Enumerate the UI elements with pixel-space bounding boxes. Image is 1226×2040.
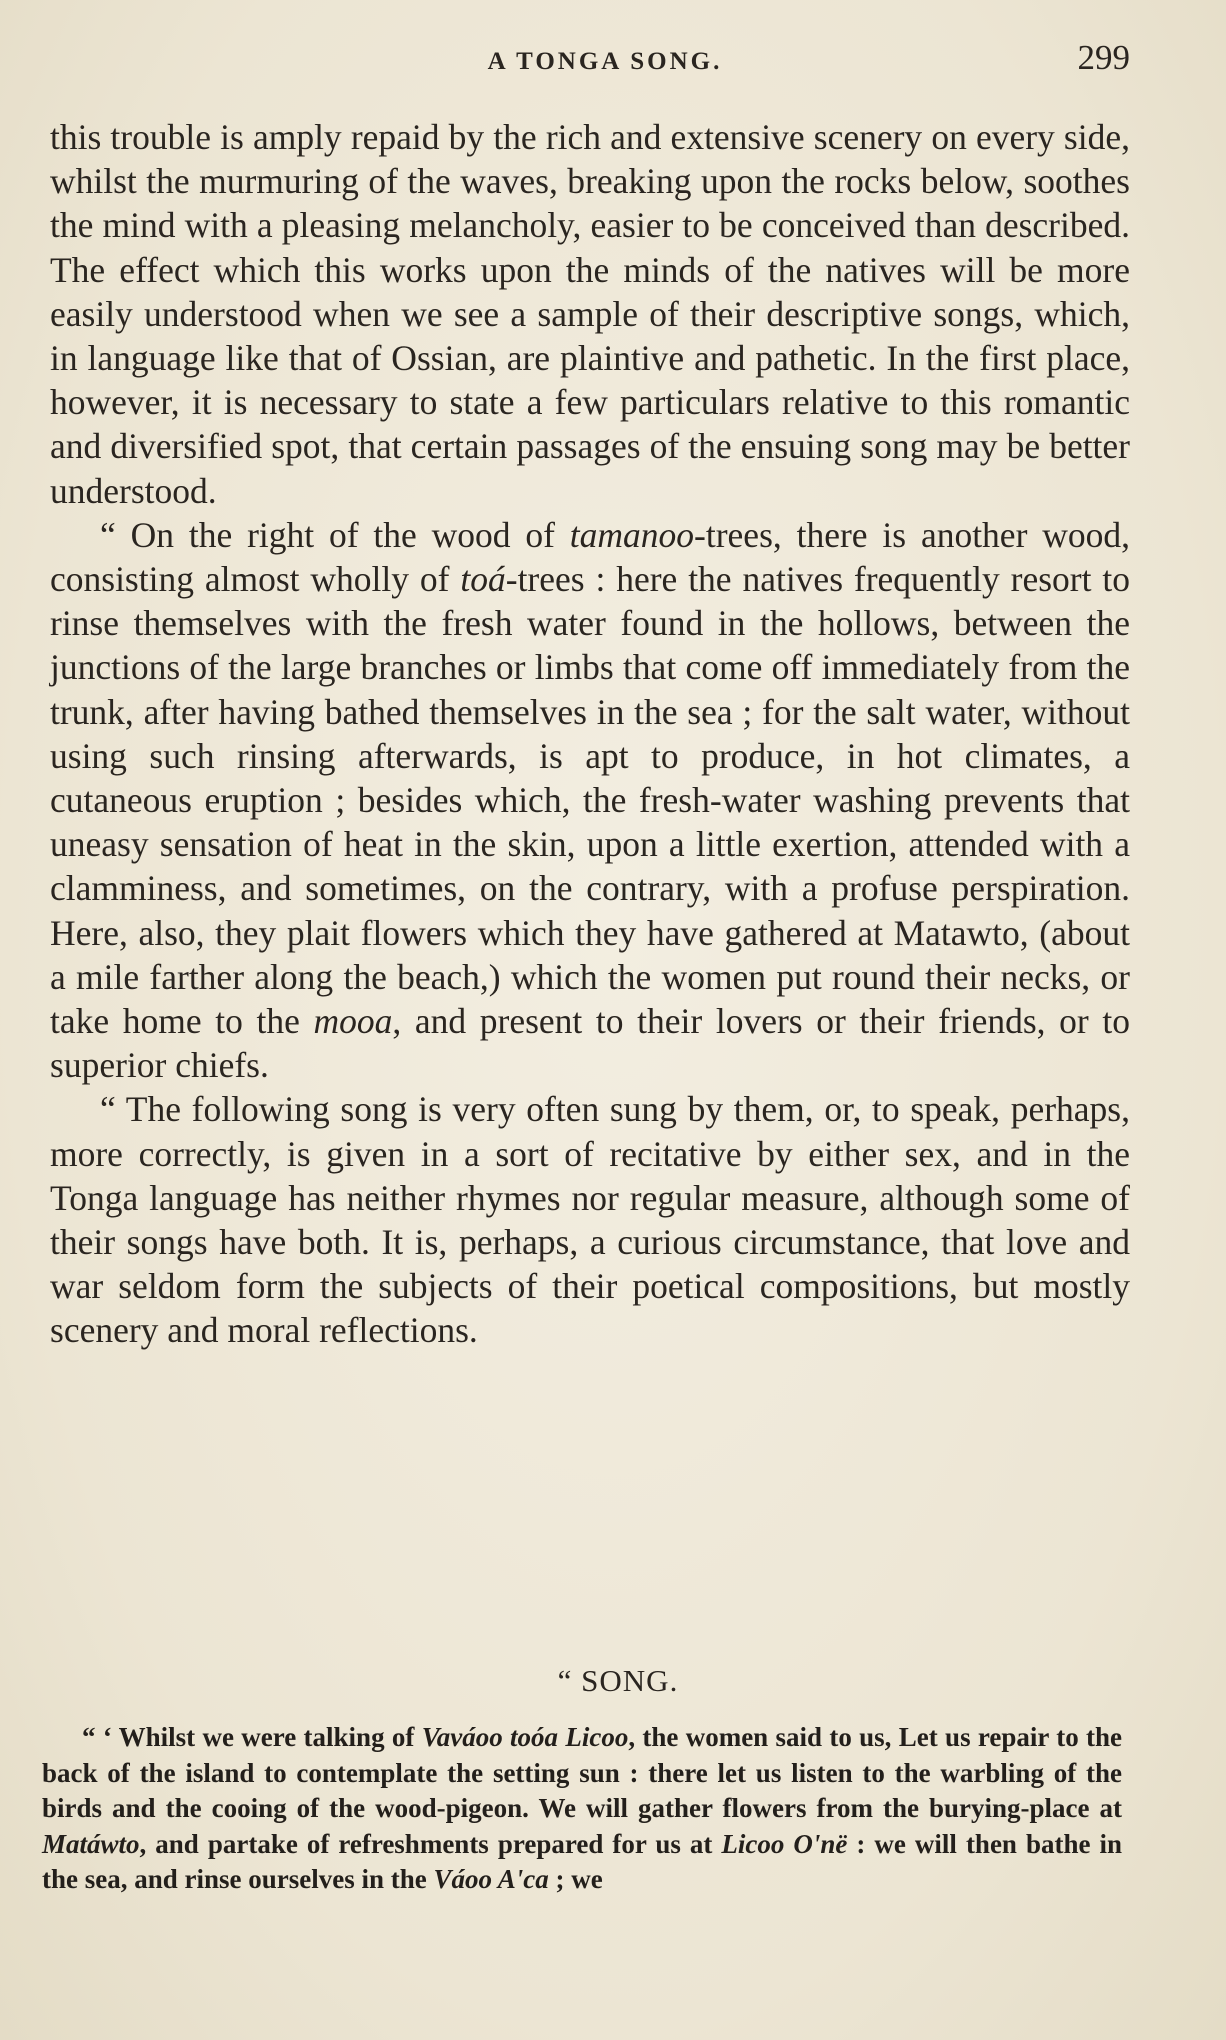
page-header [40,38,1130,78]
text-run: -trees : here the natives frequently resort to rinse themselves with the fresh water found in the hollows, between the junctions of the large branches or limbs that come off immediately from the trunk, after having bathed themselves in the sea ; for the salt water, without using such rinsing afterwards, is apt to produce, in hot climates, a cutaneous eruption ; besides which, the fresh-water washing prevents that uneasy sensation of heat in the skin, upon a little exertion, attended with a clamminess, and sometimes, on the contrary, with a profuse perspiration. Here, also, they plait flowers which they have gathered at Matawto, (about a mile farther along the beach,) which the women put round their necks, or take home to the [50,559,1130,1042]
song-heading: “ SONG. [557,1663,679,1698]
text-run: , the women said to us, Let us repair to the back of the island to contemplate the setting sun : there let us listen to the warbling of the birds and the cooing of the wood-pigeon. We will gather flowers from the burying-place at [42,1722,1122,1824]
text-run: , and partake of refreshments prepared for us at [139,1828,722,1859]
paragraph-3: “ The following song is very often sung by them, or, to speak, perhaps, more correctly, is given in a sort of recitative by either sex, and in the Tonga language has neither rhymes nor regular measure, although some of their songs have both. It is, perhaps, a curious circumstance, that love and war seldom form the subjects of their poetical compositions, but mostly scenery and moral reflections. [50,1089,1130,1351]
text-run: : we will then bathe in the sea, and rinse ourselves in the [42,1828,1122,1895]
page-number: 299 [1077,38,1130,77]
italic-place-matawto: Matáwto [42,1828,140,1859]
paragraph-2 [50,513,1130,1088]
italic-term-tamanoo: tamanoo [569,514,695,555]
text-run: “ ‘ Whilst we were talking of [82,1722,422,1752]
song-paragraph [42,1720,1122,1898]
italic-place-vaoo-aca: Váoo A'ca [433,1864,549,1895]
italic-place-licoo-one: Licoo O'në [721,1828,848,1859]
text-run: “ On the right of the wood of [100,514,570,555]
text-run: , and present to their lovers or their friends, or to superior chiefs. [50,1001,1130,1086]
italic-place-vavaoo: Vaváoo toóa Licoo [421,1722,629,1752]
text-run: -trees, there is another wood, consisting almost wholly of [50,514,1131,600]
italic-term-mooa: mooa [313,1001,393,1042]
paragraph-1: this trouble is amply repaid by the rich and extensive scenery on every side, whilst the murmuring of the waves, breaking upon the rocks below, soothes the mind with a pleasing melancholy, easier to be conceived than described. The effect which this works upon the minds of the natives will be more easily understood when we see a sample of their descriptive songs, which, in language like that of Ossian, are plaintive and pathetic. In the first place, however, it is necessary to state a few particulars relative to this romantic and diversified spot, that certain passages of the ensuing song may be better understood. [50,117,1130,511]
italic-term-toa: toá [460,559,506,600]
song-text [42,1720,1122,1898]
running-head: A TONGA SONG. [487,48,723,75]
main-text [50,115,1130,1353]
text-run: ; we [548,1864,603,1895]
